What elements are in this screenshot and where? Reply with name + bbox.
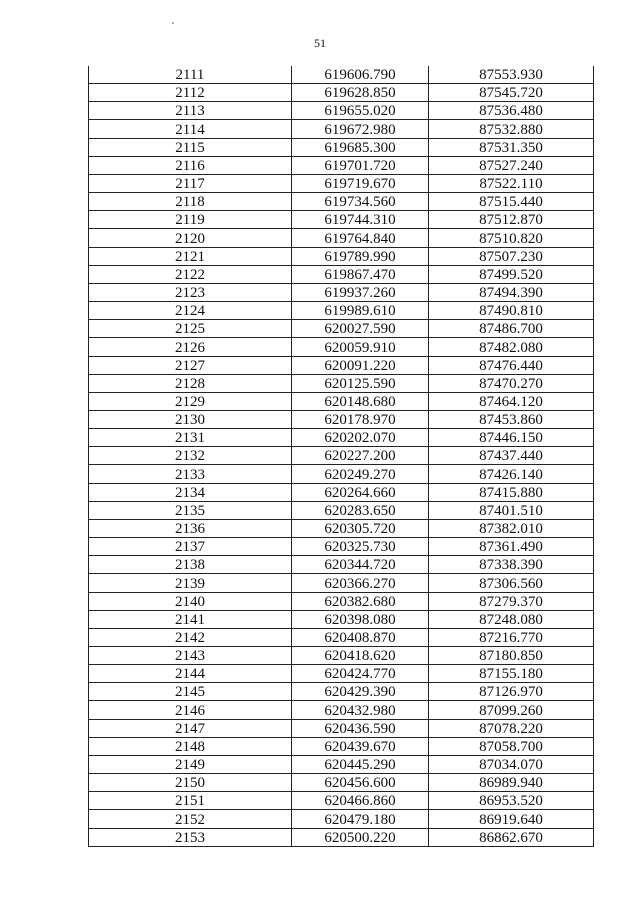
- coordinate-table-body: [89, 66, 594, 846]
- x-coordinate-cell: 620418.620: [292, 647, 429, 665]
- point-number-cell: 2113: [89, 102, 292, 120]
- point-number-cell: 2143: [89, 647, 292, 665]
- point-number-cell: 2115: [89, 138, 292, 156]
- table-row: [89, 429, 594, 447]
- y-coordinate-cell: 87437.440: [429, 447, 594, 465]
- point-number-cell: 2118: [89, 193, 292, 211]
- table-row: [89, 302, 594, 320]
- point-number-cell: 2153: [89, 828, 292, 846]
- y-coordinate-cell: 87527.240: [429, 156, 594, 174]
- x-coordinate-cell: 620456.600: [292, 774, 429, 792]
- y-coordinate-cell: 87279.370: [429, 592, 594, 610]
- point-number-cell: 2141: [89, 610, 292, 628]
- y-coordinate-cell: 87470.270: [429, 374, 594, 392]
- x-coordinate-cell: 619701.720: [292, 156, 429, 174]
- x-coordinate-cell: 620439.670: [292, 737, 429, 755]
- x-coordinate-cell: 619719.670: [292, 174, 429, 192]
- x-coordinate-cell: 619734.560: [292, 193, 429, 211]
- y-coordinate-cell: 87522.110: [429, 174, 594, 192]
- x-coordinate-cell: 620424.770: [292, 665, 429, 683]
- y-coordinate-cell: 87515.440: [429, 193, 594, 211]
- x-coordinate-cell: 620432.980: [292, 701, 429, 719]
- x-coordinate-cell: 619937.260: [292, 283, 429, 301]
- table-row: [89, 647, 594, 665]
- page-number: 51: [314, 36, 326, 50]
- y-coordinate-cell: 87306.560: [429, 574, 594, 592]
- table-row: [89, 356, 594, 374]
- point-number-cell: 2117: [89, 174, 292, 192]
- y-coordinate-cell: 86989.940: [429, 774, 594, 792]
- y-coordinate-cell: 87494.390: [429, 283, 594, 301]
- x-coordinate-cell: 619672.980: [292, 120, 429, 138]
- point-number-cell: 2147: [89, 719, 292, 737]
- table-row: [89, 828, 594, 846]
- y-coordinate-cell: 86862.670: [429, 828, 594, 846]
- y-coordinate-cell: 87426.140: [429, 465, 594, 483]
- y-coordinate-cell: 87446.150: [429, 429, 594, 447]
- point-number-cell: 2126: [89, 338, 292, 356]
- y-coordinate-cell: 87545.720: [429, 84, 594, 102]
- x-coordinate-cell: 620466.860: [292, 792, 429, 810]
- y-coordinate-cell: 87034.070: [429, 755, 594, 773]
- table-row: [89, 374, 594, 392]
- point-number-cell: 2152: [89, 810, 292, 828]
- coordinate-table: [88, 66, 594, 847]
- y-coordinate-cell: 87486.700: [429, 320, 594, 338]
- y-coordinate-cell: 87126.970: [429, 683, 594, 701]
- x-coordinate-cell: 619628.850: [292, 84, 429, 102]
- x-coordinate-cell: 620059.910: [292, 338, 429, 356]
- point-number-cell: 2123: [89, 283, 292, 301]
- table-row: [89, 465, 594, 483]
- table-row: [89, 574, 594, 592]
- y-coordinate-cell: 87507.230: [429, 247, 594, 265]
- table-row: [89, 701, 594, 719]
- x-coordinate-cell: 620366.270: [292, 574, 429, 592]
- point-number-cell: 2121: [89, 247, 292, 265]
- x-coordinate-cell: 620178.970: [292, 410, 429, 428]
- table-row: [89, 156, 594, 174]
- x-coordinate-cell: 620283.650: [292, 501, 429, 519]
- y-coordinate-cell: 87216.770: [429, 628, 594, 646]
- table-row: [89, 556, 594, 574]
- point-number-cell: 2120: [89, 229, 292, 247]
- point-number-cell: 2133: [89, 465, 292, 483]
- table-row: [89, 737, 594, 755]
- point-number-cell: 2148: [89, 737, 292, 755]
- table-row: [89, 792, 594, 810]
- table-row: [89, 283, 594, 301]
- point-number-cell: 2144: [89, 665, 292, 683]
- x-coordinate-cell: 619606.790: [292, 66, 429, 84]
- y-coordinate-cell: 86919.640: [429, 810, 594, 828]
- y-coordinate-cell: 87531.350: [429, 138, 594, 156]
- table-row: [89, 229, 594, 247]
- point-number-cell: 2135: [89, 501, 292, 519]
- x-coordinate-cell: 620445.290: [292, 755, 429, 773]
- y-coordinate-cell: 87490.810: [429, 302, 594, 320]
- table-row: [89, 810, 594, 828]
- point-number-cell: 2131: [89, 429, 292, 447]
- x-coordinate-cell: 619685.300: [292, 138, 429, 156]
- y-coordinate-cell: 87536.480: [429, 102, 594, 120]
- table-row: [89, 683, 594, 701]
- table-row: [89, 755, 594, 773]
- table-row: [89, 66, 594, 84]
- table-row: [89, 84, 594, 102]
- table-row: [89, 628, 594, 646]
- table-row: [89, 501, 594, 519]
- x-coordinate-cell: 620436.590: [292, 719, 429, 737]
- x-coordinate-cell: 620091.220: [292, 356, 429, 374]
- x-coordinate-cell: 620125.590: [292, 374, 429, 392]
- x-coordinate-cell: 619867.470: [292, 265, 429, 283]
- point-number-cell: 2138: [89, 556, 292, 574]
- table-row: [89, 338, 594, 356]
- point-number-cell: 2112: [89, 84, 292, 102]
- point-number-cell: 2111: [89, 66, 292, 84]
- x-coordinate-cell: 620249.270: [292, 465, 429, 483]
- x-coordinate-cell: 619989.610: [292, 302, 429, 320]
- x-coordinate-cell: 620202.070: [292, 429, 429, 447]
- point-number-cell: 2136: [89, 519, 292, 537]
- x-coordinate-cell: 620500.220: [292, 828, 429, 846]
- x-coordinate-cell: 620027.590: [292, 320, 429, 338]
- table-row: [89, 447, 594, 465]
- point-number-cell: 2139: [89, 574, 292, 592]
- table-row: [89, 174, 594, 192]
- table-row: [89, 392, 594, 410]
- point-number-cell: 2114: [89, 120, 292, 138]
- point-number-cell: 2140: [89, 592, 292, 610]
- x-coordinate-cell: 619655.020: [292, 102, 429, 120]
- y-coordinate-cell: 87512.870: [429, 211, 594, 229]
- point-number-cell: 2149: [89, 755, 292, 773]
- point-number-cell: 2150: [89, 774, 292, 792]
- y-coordinate-cell: 87499.520: [429, 265, 594, 283]
- y-coordinate-cell: 87482.080: [429, 338, 594, 356]
- x-coordinate-cell: 619764.840: [292, 229, 429, 247]
- x-coordinate-cell: 620264.660: [292, 483, 429, 501]
- point-number-cell: 2134: [89, 483, 292, 501]
- table-row: [89, 719, 594, 737]
- table-row: [89, 120, 594, 138]
- scan-speck: [172, 22, 174, 24]
- y-coordinate-cell: 87510.820: [429, 229, 594, 247]
- point-number-cell: 2116: [89, 156, 292, 174]
- x-coordinate-cell: 620398.080: [292, 610, 429, 628]
- table-row: [89, 102, 594, 120]
- point-number-cell: 2130: [89, 410, 292, 428]
- table-row: [89, 138, 594, 156]
- coordinate-table-container: [88, 66, 593, 847]
- table-row: [89, 483, 594, 501]
- point-number-cell: 2127: [89, 356, 292, 374]
- x-coordinate-cell: 620227.200: [292, 447, 429, 465]
- y-coordinate-cell: 87453.860: [429, 410, 594, 428]
- point-number-cell: 2129: [89, 392, 292, 410]
- x-coordinate-cell: 620429.390: [292, 683, 429, 701]
- x-coordinate-cell: 619789.990: [292, 247, 429, 265]
- y-coordinate-cell: 87401.510: [429, 501, 594, 519]
- x-coordinate-cell: 620344.720: [292, 556, 429, 574]
- point-number-cell: 2122: [89, 265, 292, 283]
- table-row: [89, 665, 594, 683]
- point-number-cell: 2124: [89, 302, 292, 320]
- x-coordinate-cell: 620382.680: [292, 592, 429, 610]
- table-row: [89, 774, 594, 792]
- y-coordinate-cell: 87532.880: [429, 120, 594, 138]
- x-coordinate-cell: 620408.870: [292, 628, 429, 646]
- table-row: [89, 538, 594, 556]
- table-row: [89, 519, 594, 537]
- y-coordinate-cell: 87476.440: [429, 356, 594, 374]
- y-coordinate-cell: 87248.080: [429, 610, 594, 628]
- point-number-cell: 2125: [89, 320, 292, 338]
- y-coordinate-cell: 87180.850: [429, 647, 594, 665]
- point-number-cell: 2137: [89, 538, 292, 556]
- table-row: [89, 247, 594, 265]
- table-row: [89, 211, 594, 229]
- y-coordinate-cell: 86953.520: [429, 792, 594, 810]
- x-coordinate-cell: 620325.730: [292, 538, 429, 556]
- y-coordinate-cell: 87415.880: [429, 483, 594, 501]
- x-coordinate-cell: 619744.310: [292, 211, 429, 229]
- y-coordinate-cell: 87464.120: [429, 392, 594, 410]
- table-row: [89, 320, 594, 338]
- table-row: [89, 193, 594, 211]
- y-coordinate-cell: 87078.220: [429, 719, 594, 737]
- point-number-cell: 2132: [89, 447, 292, 465]
- point-number-cell: 2128: [89, 374, 292, 392]
- table-row: [89, 592, 594, 610]
- x-coordinate-cell: 620305.720: [292, 519, 429, 537]
- point-number-cell: 2119: [89, 211, 292, 229]
- y-coordinate-cell: 87338.390: [429, 556, 594, 574]
- table-row: [89, 265, 594, 283]
- y-coordinate-cell: 87099.260: [429, 701, 594, 719]
- point-number-cell: 2142: [89, 628, 292, 646]
- table-row: [89, 410, 594, 428]
- y-coordinate-cell: 87382.010: [429, 519, 594, 537]
- x-coordinate-cell: 620479.180: [292, 810, 429, 828]
- x-coordinate-cell: 620148.680: [292, 392, 429, 410]
- y-coordinate-cell: 87155.180: [429, 665, 594, 683]
- y-coordinate-cell: 87058.700: [429, 737, 594, 755]
- y-coordinate-cell: 87553.930: [429, 66, 594, 84]
- point-number-cell: 2145: [89, 683, 292, 701]
- point-number-cell: 2146: [89, 701, 292, 719]
- y-coordinate-cell: 87361.490: [429, 538, 594, 556]
- point-number-cell: 2151: [89, 792, 292, 810]
- table-row: [89, 610, 594, 628]
